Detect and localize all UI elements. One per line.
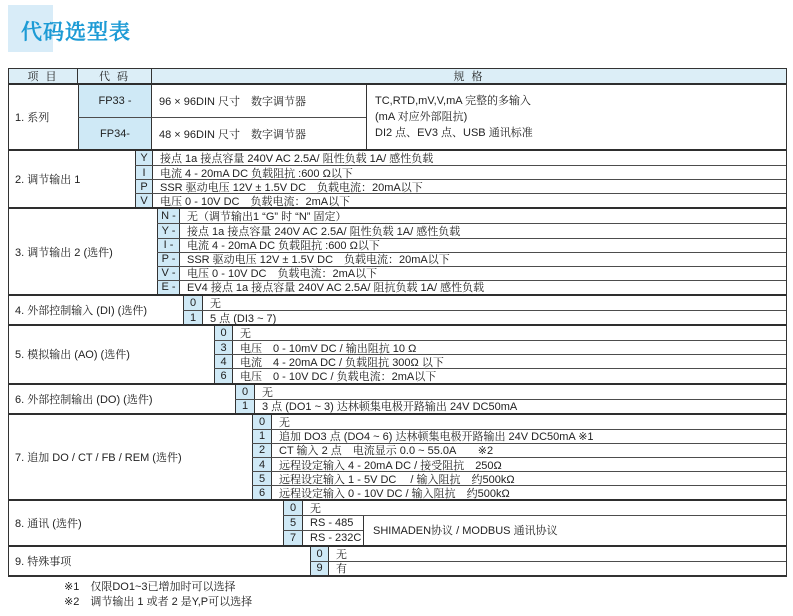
interface-name: RS - 232C (310, 531, 362, 544)
code-cell: 0 (310, 547, 329, 561)
code-cell: 3 (214, 341, 233, 354)
code-cell: Y - (157, 224, 180, 237)
code-cell: P (135, 180, 153, 193)
group-external-control-input-di (9, 294, 786, 324)
code-cell: 7 (283, 531, 303, 544)
code-cell: 0 (214, 326, 233, 340)
group-options (252, 415, 786, 500)
group-control-output-2 (9, 207, 786, 294)
col-header-spec: 规 格 (453, 71, 485, 83)
spec-text: 电流 4 - 20mA DC 负载阻抗 :600 Ω以下 (160, 167, 353, 180)
group-label: 3. 调节输出 2 (选件) (15, 246, 113, 259)
table-row (252, 443, 786, 457)
group-label: 7. 追加 DO / CT / FB / REM (选件) (15, 451, 182, 464)
spec-line: (mA 对应外部阻抗) (375, 111, 468, 123)
table-row (214, 340, 786, 354)
table-row (135, 179, 786, 193)
group-analog-output-ao (9, 324, 786, 382)
table-row (252, 415, 786, 429)
table-row (157, 209, 786, 223)
table-row (283, 501, 786, 515)
spec-text: 有 (336, 563, 347, 575)
code-cell: 1 (183, 311, 203, 324)
spec-text: 远程设定输入 0 - 10V DC / 输入阻抗 约500kΩ (279, 487, 510, 500)
code-cell: V (135, 194, 153, 207)
spec-text: 无（调节输出1 “G” 时 “N” 固定） (187, 211, 347, 224)
group-options (214, 326, 786, 382)
protocol-label: SHIMADEN协议 / MODBUS 通讯协议 (363, 516, 786, 544)
code-cell: 6 (214, 369, 233, 382)
spec-text: 电流 4 - 20mA DC 负载阻抗 :600 Ω以下 (187, 240, 380, 252)
spec-text: 96 × 96DIN 尺寸 数字调节器 (159, 96, 307, 108)
table-row (135, 151, 786, 165)
table-body (9, 85, 786, 575)
code-cell: 4 (214, 355, 233, 368)
spec-text: 接点 1a 接点容量 240V AC 2.5A/ 阻性负载 1A/ 感性负载 (187, 226, 461, 238)
spec-text: 无 (262, 386, 273, 399)
table-row (135, 193, 786, 207)
table-row (157, 238, 786, 252)
spec-text: 电压 0 - 10V DC 负载电流：2mA以下 (160, 195, 351, 208)
interface-name: RS - 485 (310, 517, 354, 530)
code-selection-table (8, 68, 787, 577)
code-cell: 5 (252, 472, 272, 485)
col-header-code: 代 码 (78, 69, 152, 83)
spec-text: 远程设定输入 4 - 20mA DC / 接受阻抗 250Ω (279, 459, 502, 472)
spec-text: 无 (279, 416, 290, 429)
col-header-item: 项 目 (9, 69, 78, 83)
group-label: 8. 通讯 (选件) (15, 517, 82, 530)
spec-text: 电压 0 - 10mV DC / 输出阻抗 10 Ω (240, 342, 417, 355)
spec-text: 无 (210, 297, 221, 310)
footnotes (64, 580, 252, 610)
group-external-control-output-do (9, 383, 786, 413)
group-special-items (9, 545, 786, 575)
spec-line: DI2 点、EV3 点、USB 通讯标准 (375, 127, 533, 139)
group-label: 2. 调节输出 1 (15, 174, 81, 187)
table-row (135, 165, 786, 179)
series-spec-cell (366, 85, 786, 149)
group-control-output-1 (9, 149, 786, 207)
spec-text: 无 (310, 503, 321, 516)
table-row (310, 547, 786, 561)
table-row (252, 485, 786, 499)
table-row (283, 530, 363, 544)
group-label: 4. 外部控制输入 (DI) (选件) (15, 305, 147, 318)
table-row (252, 457, 786, 471)
table-row (283, 516, 363, 530)
code-cell: 4 (252, 458, 272, 471)
group-label: 5. 模拟输出 (AO) (选件) (15, 349, 130, 362)
footnote-1: ※1 仅限DO1~3已增加时可以选择 (64, 581, 236, 593)
group-options (310, 547, 786, 575)
table-row (252, 429, 786, 443)
code-cell: I - (157, 239, 180, 252)
group-additional-do-ct-fb-rem (9, 413, 786, 500)
spec-text: 电压 0 - 10V DC / 负载电流：2mA以下 (240, 370, 437, 383)
table-row (252, 471, 786, 485)
table-row (310, 561, 786, 575)
table-header-row (9, 69, 786, 85)
table-row (157, 252, 786, 266)
page-title: 代码选型表 (21, 21, 131, 44)
spec-text: 3 点 (DO1 ~ 3) 达林顿集电极开路输出 24V DC50mA (262, 401, 518, 413)
spec-text: 追加 DO3 点 (DO4 ~ 6) 达林顿集电极开路输出 24V DC50mA ※1 (279, 431, 594, 443)
table-row (78, 117, 366, 149)
series-rows (78, 85, 366, 149)
group-label: 6. 外部控制输出 (DO) (选件) (15, 393, 153, 406)
table-row (157, 266, 786, 280)
spec-text: 远程设定输入 1 - 5V DC / 输入阻抗 约500kΩ (279, 473, 515, 486)
code-cell: Y (135, 151, 153, 165)
group-series (9, 85, 786, 149)
group-options (157, 209, 786, 294)
code-cell: P - (157, 253, 180, 266)
group-communication (9, 499, 786, 544)
spec-text: 无 (240, 328, 251, 341)
code-cell: 0 (235, 385, 255, 399)
table-row (235, 399, 786, 413)
comm-rows (283, 515, 786, 544)
group-label: 1. 系列 (15, 112, 50, 124)
footnote-2: ※2 调节输出 1 或者 2 是Y,P可以选择 (64, 596, 253, 608)
spec-text: 48 × 96DIN 尺寸 数字调节器 (159, 128, 307, 141)
code-cell: 0 (183, 296, 203, 310)
table-row (214, 354, 786, 368)
group-options (135, 151, 786, 207)
spec-text: CT 输入 2 点 电流显示 0.0 ~ 55.0A ※2 (279, 445, 494, 457)
spec-text: 接点 1a 接点容量 240V AC 2.5A/ 阻性负载 1A/ 感性负载 (160, 153, 434, 166)
spec-text: SSR 驱动电压 12V ± 1.5V DC 负载电流：20mA以下 (160, 181, 423, 194)
spec-text: SSR 驱动电压 12V ± 1.5V DC 负载电流：20mA以下 (187, 254, 450, 266)
spec-text: 无 (336, 548, 347, 561)
group-options (183, 296, 786, 324)
code-cell: 2 (252, 444, 272, 457)
table-row (235, 385, 786, 399)
spec-text: 5 点 (DI3 ~ 7) (210, 312, 277, 325)
spec-line: TC,RTD,mV,V,mA 完整的多输入 (375, 95, 532, 107)
code-cell: FP34- (78, 118, 152, 149)
code-cell: 1 (235, 400, 255, 413)
code-cell: V - (157, 267, 180, 280)
code-cell: I (135, 166, 153, 179)
table-row (183, 310, 786, 324)
group-options (78, 85, 786, 149)
table-row (214, 326, 786, 340)
group-options (235, 385, 786, 413)
spec-text: EV4 接点 1a 接点容量 240V AC 2.5A/ 阻抗负载 1A/ 感性负载 (187, 282, 485, 294)
group-label: 9. 特殊事项 (15, 555, 72, 568)
code-cell: N - (157, 209, 180, 223)
code-cell: E - (157, 281, 180, 294)
code-cell: 1 (252, 430, 272, 443)
code-cell: FP33 - (78, 85, 152, 117)
table-row (157, 280, 786, 294)
table-row (78, 85, 366, 117)
code-cell: 0 (252, 415, 272, 429)
code-cell: 9 (310, 562, 329, 575)
code-cell: 5 (283, 516, 303, 530)
group-options (283, 501, 786, 544)
spec-text: 电流 4 - 20mA DC / 负载阻抗 300Ω 以下 (240, 356, 444, 369)
table-row (157, 223, 786, 237)
code-cell: 6 (252, 486, 272, 499)
table-row (214, 368, 786, 382)
code-cell: 0 (283, 501, 303, 515)
table-row (183, 296, 786, 310)
spec-text: 电压 0 - 10V DC 负载电流：2mA以下 (187, 268, 378, 280)
